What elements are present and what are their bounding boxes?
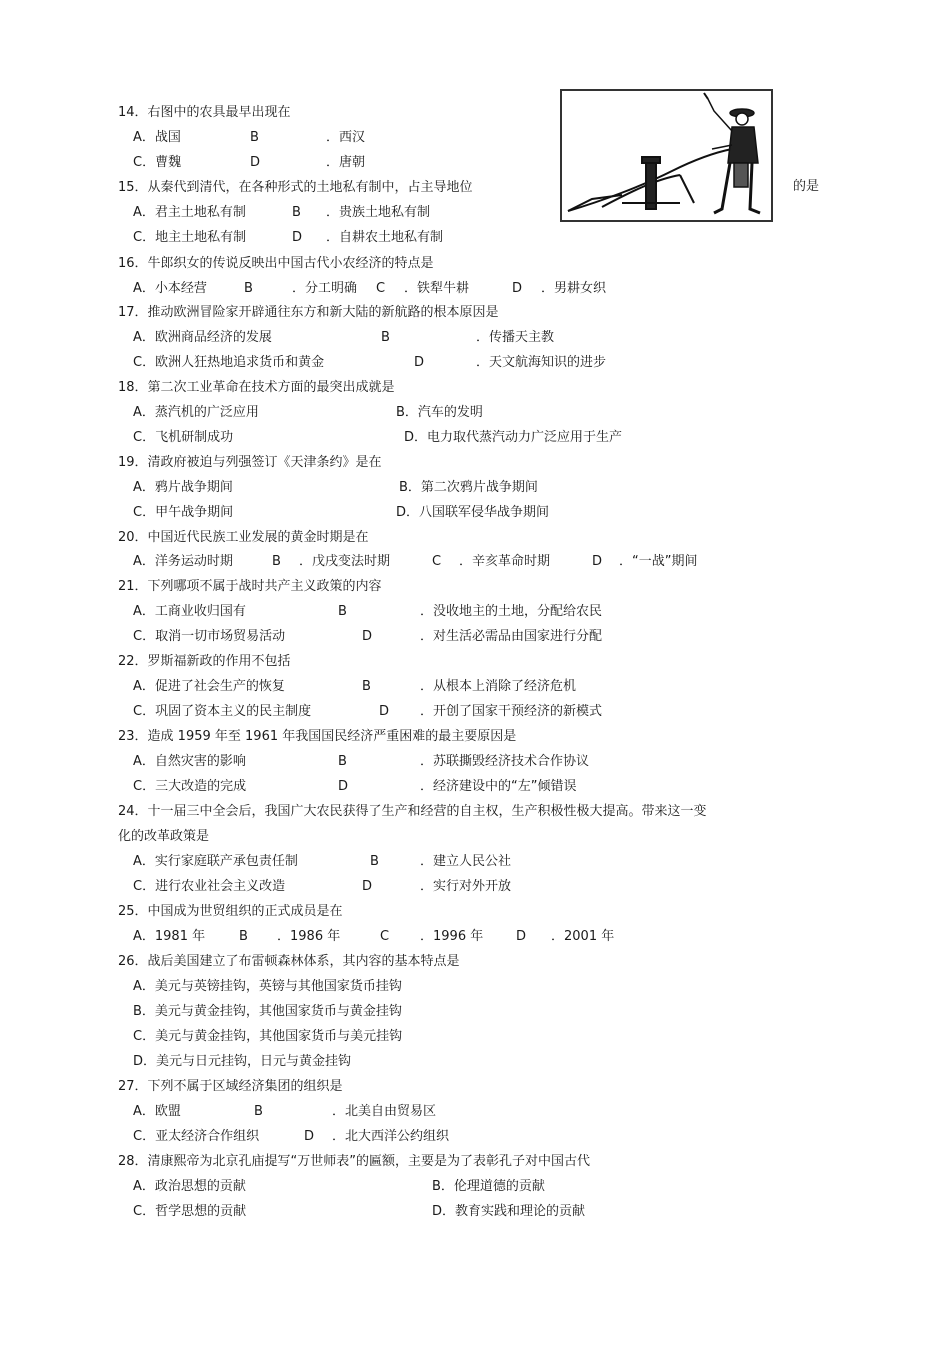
q23-option-b: ．苏联撕毁经济技术合作协议 [420,754,590,769]
q16-option-c: ．铁犁牛耕 [404,281,470,296]
q23-option-b-letter: B [338,754,347,769]
q23-option-d-letter: D [338,779,349,794]
q16-option-d: ．男耕女织 [541,281,607,296]
q22-option-d: ．开创了国家干预经济的新模式 [420,704,603,719]
q20-option-b: ．戊戌变法时期 [299,554,391,569]
q26-option-d: D．美元与日元挂钩，日元与黄金挂钩 [133,1054,352,1069]
q26-option-c: C．美元与黄金挂钩，其他国家货币与美元挂钩 [133,1029,403,1044]
q23-option-a: A．自然灾害的影响 [133,754,246,769]
q21-option-a: A．工商业收归国有 [133,604,246,619]
farmer-plough-drawing [562,91,771,220]
question-27: 27．下列不属于区域经济集团的组织是 [118,1079,343,1094]
q25-option-d-letter: D [516,929,527,944]
q14-option-b-letter: B [250,130,259,145]
q20-option-c-letter: C [432,554,442,569]
q22-option-c: C．巩固了资本主义的民主制度 [133,704,312,719]
q17-option-d-letter: D [414,355,425,370]
q25-option-b: ．1986 年 [277,929,341,944]
q18-option-c: C．飞机研制成功 [133,430,234,445]
q27-option-b: ．北美自由贸易区 [332,1104,437,1119]
q17-option-a: A．欧洲商品经济的发展 [133,330,272,345]
q25-option-c: ．1996 年 [420,929,484,944]
question-16: 16．牛郎织女的传说反映出中国古代小农经济的特点是 [118,256,434,271]
q20-option-d-letter: D [592,554,603,569]
q28-option-c: C．哲学思想的贡献 [133,1204,247,1219]
q14-option-d: ．唐朝 [326,155,366,170]
q27-option-d-letter: D [304,1129,315,1144]
q15-option-c: C．地主土地私有制 [133,230,247,245]
q25-option-d: ．2001 年 [551,929,615,944]
q26-option-b: B．美元与黄金挂钩，其他国家货币与黄金挂钩 [133,1004,402,1019]
q21-option-c: C．取消一切市场贸易活动 [133,629,286,644]
q14-option-b: ．西汉 [326,130,366,145]
question-21: 21．下列哪项不属于战时共产主义政策的内容 [118,579,382,594]
q21-option-b: ．没收地主的土地，分配给农民 [420,604,603,619]
question-15: 15．从秦代到清代，在各种形式的土地私有制中，占主导地位 [118,180,473,195]
q24-option-c: C．进行农业社会主义改造 [133,879,286,894]
q25-option-a: A．1981 年 [133,929,206,944]
q16-option-a: A．小本经营 [133,281,207,296]
question-17: 17．推动欧洲冒险家开辟通往东方和新大陆的新航路的根本原因是 [118,305,499,320]
q20-option-a: A．洋务运动时期 [133,554,233,569]
q15-option-b-letter: B [292,205,301,220]
q27-option-a: A．欧盟 [133,1104,181,1119]
q15-option-d-letter: D [292,230,303,245]
q27-option-d: ．北大西洋公约组织 [332,1129,450,1144]
question-26: 26．战后美国建立了布雷顿森林体系，其内容的基本特点是 [118,954,460,969]
q17-option-d: ．天文航海知识的进步 [476,355,607,370]
q23-option-c: C．三大改造的完成 [133,779,247,794]
question-25: 25．中国成为世贸组织的正式成员是在 [118,904,343,919]
q18-option-b: B．汽车的发明 [396,405,483,420]
q15-option-a: A．君主土地私有制 [133,205,246,220]
q15-option-b: ．贵族土地私有制 [326,205,431,220]
q15-tail-text: 的是 [793,179,820,194]
plough-illustration [560,89,773,222]
question-23: 23．造成 1959 年至 1961 年我国国民经济严重困难的最主要原因是 [118,729,517,744]
q17-option-b-letter: B [381,330,390,345]
q25-option-b-letter: B [239,929,248,944]
q15-option-d: ．自耕农土地私有制 [326,230,444,245]
question-24-cont: 化的改革政策是 [118,829,210,844]
q22-option-d-letter: D [379,704,390,719]
q20-option-c: ．辛亥革命时期 [459,554,551,569]
q16-option-c-letter: C [376,281,386,296]
q28-option-a: A．政治思想的贡献 [133,1179,246,1194]
q21-option-b-letter: B [338,604,347,619]
q14-option-d-letter: D [250,155,261,170]
q19-option-b: B．第二次鸦片战争期间 [399,480,538,495]
q24-option-d-letter: D [362,879,373,894]
q27-option-b-letter: B [254,1104,263,1119]
q26-option-a: A．美元与英镑挂钩，英镑与其他国家货币挂钩 [133,979,402,994]
question-20: 20．中国近代民族工业发展的黄金时期是在 [118,530,369,545]
q22-option-b: ．从根本上消除了经济危机 [420,679,577,694]
q14-option-a: A．战国 [133,130,181,145]
q28-option-d: D．教育实践和理论的贡献 [432,1204,586,1219]
q24-option-d: ．实行对外开放 [420,879,512,894]
q24-option-b-letter: B [370,854,379,869]
q16-option-b-letter: B [244,281,253,296]
q22-option-b-letter: B [362,679,371,694]
q19-option-d: D．八国联军侵华战争期间 [396,505,550,520]
question-19: 19．清政府被迫与列强签订《天津条约》是在 [118,455,382,470]
q20-option-b-letter: B [272,554,281,569]
q21-option-d: ．对生活必需品由国家进行分配 [420,629,603,644]
q16-option-d-letter: D [512,281,523,296]
q17-option-c: C．欧洲人狂热地追求货币和黄金 [133,355,325,370]
q21-option-d-letter: D [362,629,373,644]
q24-option-b: ．建立人民公社 [420,854,512,869]
question-28: 28．清康熙帝为北京孔庙提写“万世师表”的匾额，主要是为了表彰孔子对中国古代 [118,1154,591,1169]
q18-option-a: A．蒸汽机的广泛应用 [133,405,259,420]
q23-option-d: ．经济建设中的“左”倾错误 [420,779,577,794]
q24-option-a: A．实行家庭联产承包责任制 [133,854,298,869]
question-22: 22．罗斯福新政的作用不包括 [118,654,291,669]
q27-option-c: C．亚太经济合作组织 [133,1129,260,1144]
q18-option-d: D．电力取代蒸汽动力广泛应用于生产 [404,430,623,445]
q19-option-a: A．鸦片战争期间 [133,480,233,495]
q20-option-d: ．“一战”期间 [619,554,698,569]
q16-option-b: ．分工明确 [292,281,358,296]
q22-option-a: A．促进了社会生产的恢复 [133,679,285,694]
question-18: 18．第二次工业革命在技术方面的最突出成就是 [118,380,395,395]
q25-option-c-letter: C [380,929,390,944]
q17-option-b: ．传播天主教 [476,330,555,345]
q19-option-c: C．甲午战争期间 [133,505,234,520]
q28-option-b: B．伦理道德的贡献 [432,1179,545,1194]
question-24: 24．十一届三中全会后，我国广大农民获得了生产和经营的自主权，生产积极性极大提高。带来这一变 [118,804,707,819]
question-14: 14．右图中的农具最早出现在 [118,105,291,120]
q14-option-c: C．曹魏 [133,155,182,170]
